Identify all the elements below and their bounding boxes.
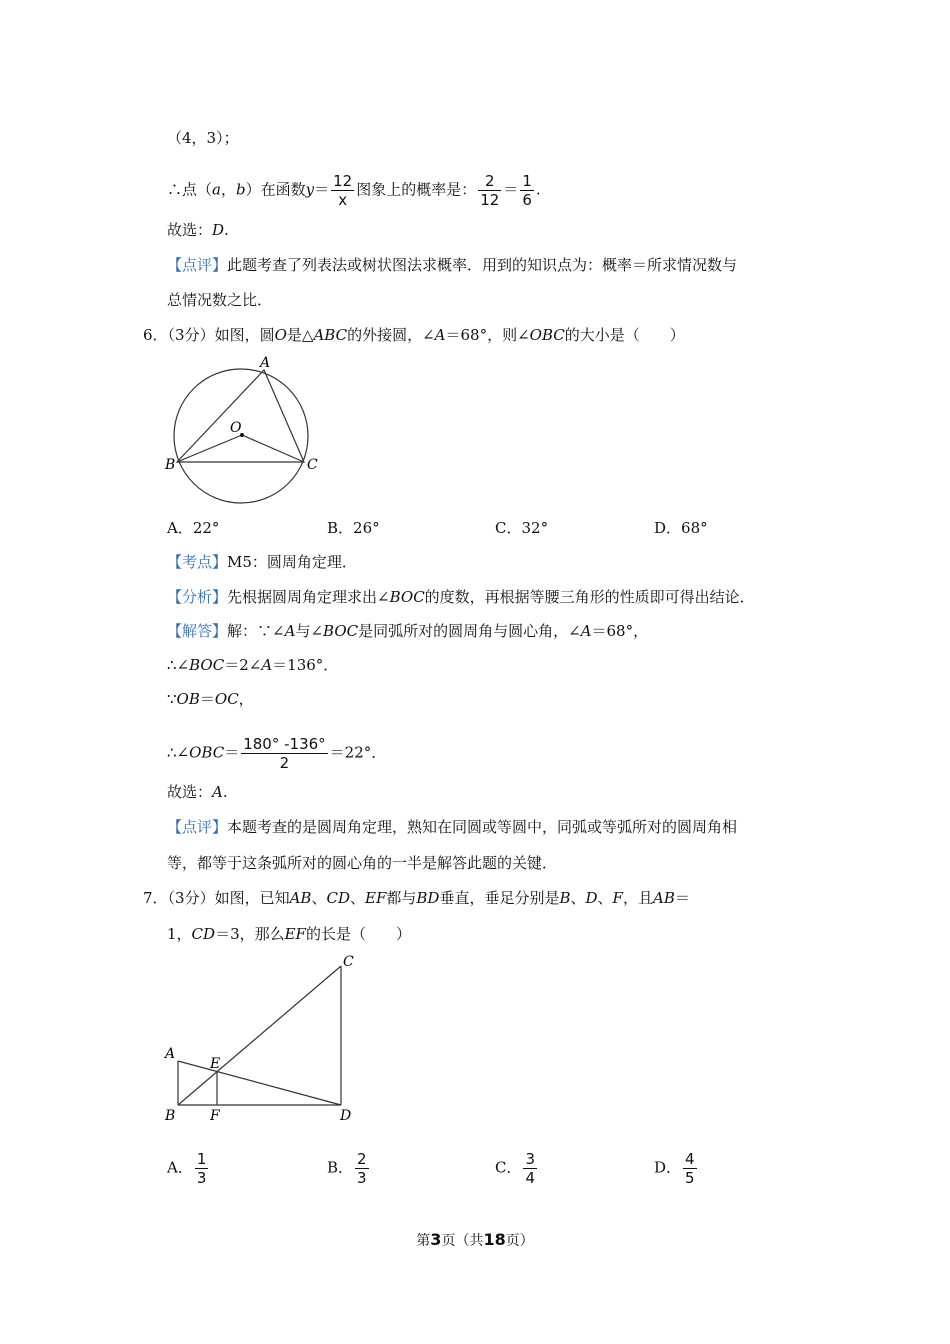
q7-label-b: B: [165, 1108, 176, 1124]
q6-kaodian: 【考点】M5：圆周角定理．: [167, 553, 357, 571]
q5-comment-line2: 总情况数之比．: [167, 291, 273, 309]
q6-angle-fraction: $\frac{180^\circ -136^\circ}{2}$: [243, 735, 326, 772]
q7-label-e: E: [210, 1056, 221, 1072]
q5-line-tail: （4，3）；: [167, 129, 239, 147]
q6-label-c: C: [307, 457, 318, 473]
q5-therefore-line: ∴点（a，b）在函数y＝ $\frac{12}{x}$ 图象上的概率是： $\frac{2}{12}$ ＝ $\frac{1}{6}$ .: [167, 172, 541, 209]
q6-comment-line2: 等，都等于这条弧所对的圆心角的一半是解答此题的关键．: [167, 854, 558, 872]
q7-label-d: D: [340, 1108, 352, 1124]
q6-stem: 6．（3分）如图，圆O是△ABC的外接圆，∠A＝68°，则∠OBC的大小是（ ）: [143, 326, 685, 344]
q7-segment-bc: [178, 966, 341, 1105]
q7-segment-ad: [178, 1061, 341, 1105]
q6-option-a: A．22°: [167, 519, 220, 537]
q7-option-c-fraction: $\frac{3}{4}$: [525, 1150, 536, 1187]
q7-label-c: C: [343, 954, 354, 970]
q6-option-b: B．26°: [327, 519, 380, 537]
q7-option-c: C． $\frac{3}{4}$: [495, 1150, 536, 1187]
q5-comment: 【点评】此题考查了列表法或树状图法求概率．用到的知识点为：概率＝所求情况数与: [167, 256, 738, 274]
q7-option-b: B． $\frac{2}{3}$: [327, 1150, 367, 1187]
q6-step2: ∴∠BOC＝2∠A＝136°．: [167, 656, 339, 674]
q7-figure: [160, 950, 370, 1130]
q7-option-d: D． $\frac{4}{5}$: [654, 1150, 695, 1187]
q7-stem-line2: 1，CD＝3，那么EF的长是（ ）: [167, 925, 411, 943]
q7-stem: 7．（3分）如图，已知AB、CD、EF都与BD垂直，垂足分别是B、D、F，且AB＝: [143, 889, 690, 907]
q5-choice: 故选：D.: [167, 221, 229, 239]
q6-label-a: A: [260, 355, 271, 371]
q6-jieda: 【解答】解：∵∠A与∠BOC是同弧所对的圆周角与圆心角，∠A＝68°，: [167, 622, 649, 640]
q7-option-d-fraction: $\frac{4}{5}$: [685, 1150, 695, 1187]
q6-triangle-abc: [177, 370, 304, 462]
q5-prob-fraction-1: $\frac{2}{12}$: [480, 172, 500, 209]
q6-segment-ob: [177, 435, 242, 462]
q7-option-a-fraction: $\frac{1}{3}$: [196, 1150, 207, 1187]
q5-prob-fraction-2: $\frac{1}{6}$: [522, 172, 532, 209]
q6-fenxi: 【分析】先根据圆周角定理求出∠BOC的度数，再根据等腰三角形的性质即可得出结论．: [167, 588, 755, 606]
q6-step3: ∵OB＝OC，: [167, 690, 254, 708]
q6-step4: ∴∠OBC＝ $\frac{180^\circ -136^\circ}{2}$ ＝22°．: [167, 735, 387, 772]
q6-option-c: C．32°: [495, 519, 549, 537]
q7-option-a: A． $\frac{1}{3}$: [167, 1150, 207, 1187]
q7-label-f: F: [210, 1108, 220, 1124]
q7-label-a: A: [165, 1046, 176, 1062]
q6-segment-oc: [242, 435, 304, 462]
q6-comment: 【点评】本题考查的是圆周角定理，熟知在同圆或等圆中，同弧或等弧所对的圆周角相: [167, 818, 738, 836]
q6-choice: 故选：A.: [167, 783, 228, 801]
q6-option-d: D．68°: [654, 519, 708, 537]
q6-circle-figure: [160, 352, 330, 512]
page-number: 3: [430, 1230, 442, 1249]
page-footer: 第3页（共18页）: [416, 1230, 534, 1249]
q7-option-b-fraction: $\frac{2}{3}$: [357, 1150, 367, 1187]
page-total: 18: [483, 1230, 506, 1249]
q6-label-o: O: [230, 420, 242, 436]
q5-function-fraction: $\frac{12}{x}$: [333, 172, 353, 209]
q6-label-b: B: [165, 457, 176, 473]
